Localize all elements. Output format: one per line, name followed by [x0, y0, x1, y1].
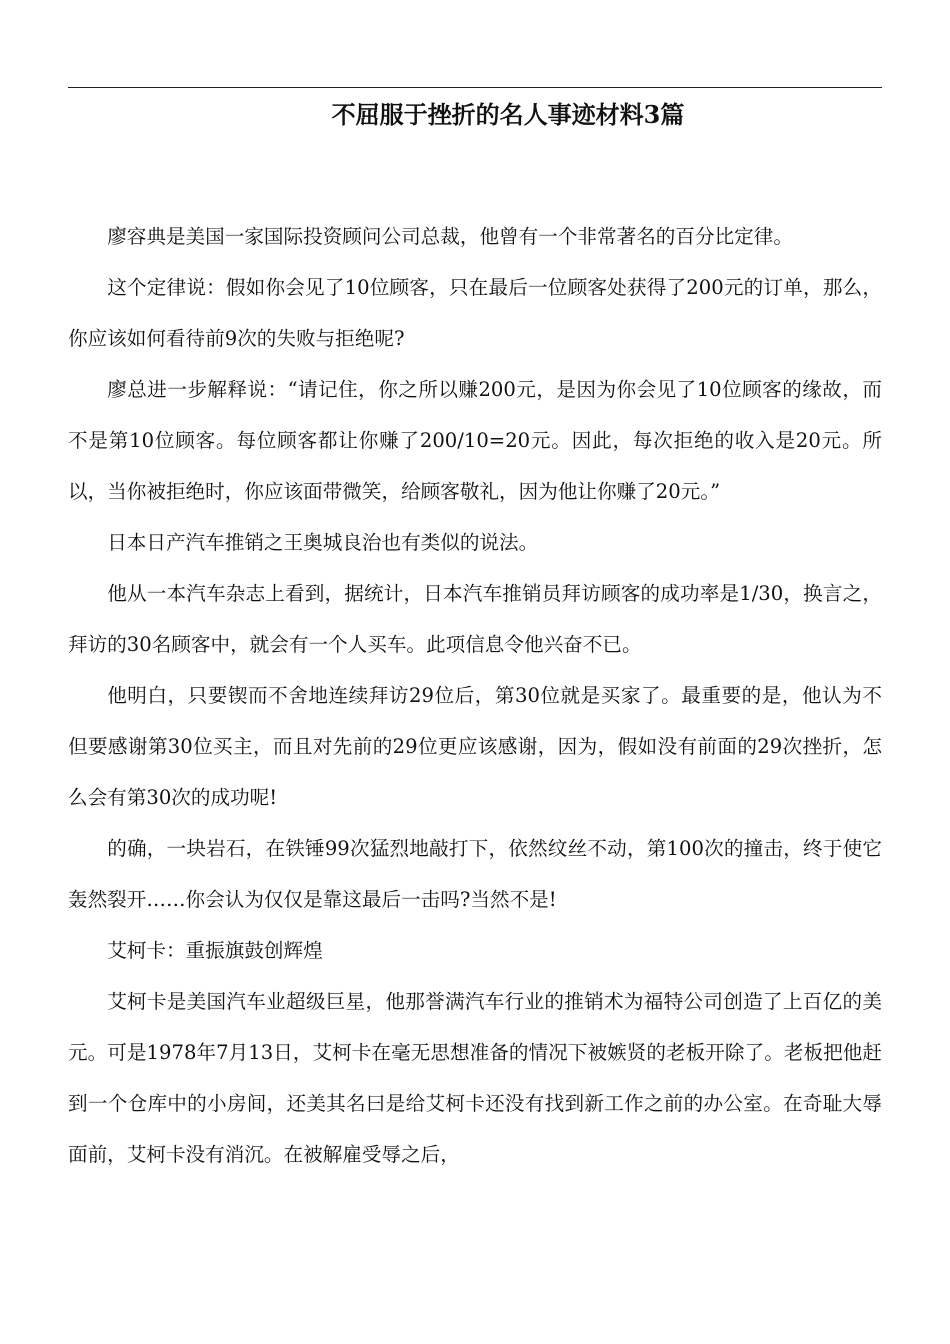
paragraph-1: 廖容典是美国一家国际投资顾问公司总裁，他曾有一个非常著名的百分比定律。 — [107, 225, 793, 248]
paragraph-6: 他明白，只要锲而不舍地连续拜访29位后，第30位就是买家了。最重要的是，他认为不但要感谢第30位买主，而且对先前的29位更应该感谢，因为，假如没有前面的29次挫折，怎么会有第30次的成功呢! — [68, 684, 882, 809]
paragraph-7: 的确，一块岩石，在铁锤99次猛烈地敲打下，依然纹丝不动，第100次的撞击，终于使它轰然裂开……你会认为仅仅是靠这最后一击吗?当然不是! — [68, 837, 882, 911]
paragraph-5: 他从一本汽车杂志上看到，据统计，日本汽车推销员拜访顾客的成功率是1/30，换言之，拜访的30名顾客中，就会有一个人买车。此项信息令他兴奋不已。 — [68, 582, 882, 656]
document-title: 不屈服于挫折的名人事迹材料3篇 — [331, 100, 685, 129]
paragraph-2: 这个定律说：假如你会见了10位顾客，只在最后一位顾客处获得了200元的订单，那么，你应该如何看待前9次的失败与拒绝呢? — [68, 276, 882, 350]
section-heading: 艾柯卡：重振旗鼓创辉煌 — [107, 939, 323, 962]
paragraph-3: 廖总进一步解释说：“请记住，你之所以赚200元，是因为你会见了10位顾客的缘故，而不是第10位顾客。每位顾客都让你赚了200/10=20元。因此，每次拒绝的收入是20元。所以，当你被拒绝时，你应该面带微笑，给顾客敬礼，因为他让你赚了20元。” — [68, 378, 882, 503]
paragraph-4: 日本日产汽车推销之王奥城良治也有类似的说法。 — [107, 531, 539, 554]
paragraph-9: 艾柯卡是美国汽车业超级巨星，他那誉满汽车行业的推销术为福特公司创造了上百亿的美元。可是1978年7月13日，艾柯卡在毫无思想准备的情况下被嫉贤的老板开除了。老板把他赶到一个仓库中的小房间，还美其名曰是给艾柯卡还没有找到新工作之前的办公室。在奇耻大辱面前，艾柯卡没有消沉。在被解雇受辱之后， — [68, 990, 882, 1166]
document-body — [68, 211, 882, 1180]
header-rule — [68, 87, 882, 88]
